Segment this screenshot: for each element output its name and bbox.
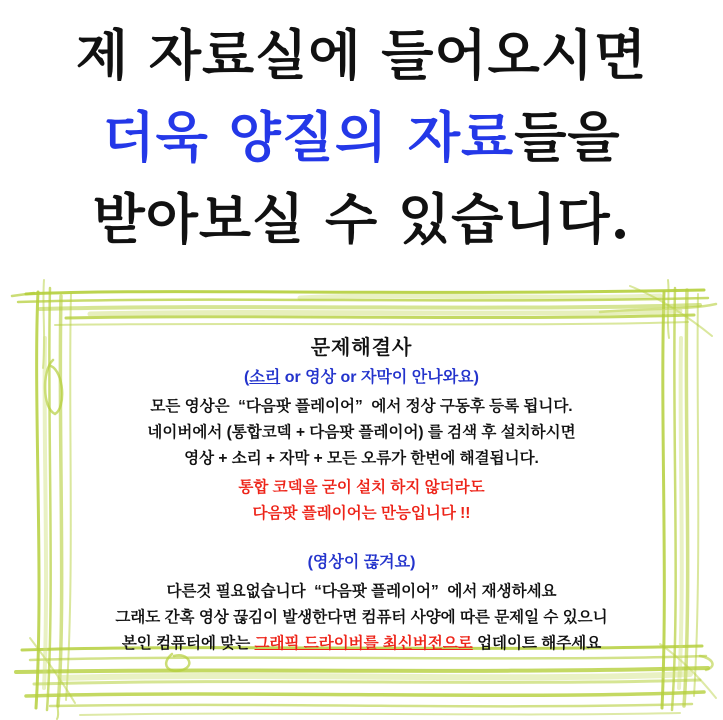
no-sound-heading-open: ( (244, 369, 250, 386)
no-sound-highlight-1: 통합 코덱을 굳이 설치 하지 않더라도 (238, 479, 485, 496)
headline-line-2-blue: 더욱 양질의 자료 (102, 105, 515, 169)
notice-box (0, 336, 723, 652)
stutter-line-1: 다른것 필요없습니다 “다음팟 플레이어” 에서 재생하세요 (166, 583, 557, 600)
stutter-line-3-prefix: 본인 컴퓨터에 맞는 (121, 635, 255, 652)
stutter-line-3 (0, 635, 723, 652)
headline (0, 14, 723, 260)
no-sound-highlight-2: 다음팟 플레이어는 만능입니다 !! (252, 505, 471, 522)
headline-line-2-black: 들을 (514, 105, 621, 169)
no-sound-line-2: 네이버에서 (통합코덱 + 다음팟 플레이어) 를 검색 후 설치하시면 (147, 424, 576, 441)
no-sound-heading-rest: or 영상 or 자막이 안나와요) (280, 369, 479, 386)
no-sound-heading (0, 369, 723, 386)
stutter-line-3-highlight: 그래픽 드라이버를 최신버전으로 (254, 635, 473, 652)
no-sound-line-1: 모든 영상은 “다음팟 플레이어” 에서 정상 구동후 등록 됩니다. (150, 398, 573, 415)
stutter-line-2: 그래도 간혹 영상 끊김이 발생한다면 컴퓨터 사양에 따른 문제일 수 있으니 (115, 609, 608, 626)
stutter-heading: (영상이 끊겨요) (307, 554, 416, 571)
no-sound-heading-underlined: 소리 (249, 369, 281, 386)
headline-line-2 (0, 96, 723, 178)
headline-line-3: 받아보실 수 있습니다. (92, 187, 631, 251)
headline-line-1: 제 자료실에 들어오시면 (75, 23, 648, 87)
stutter-line-3-suffix: 업데이트 해주세요 (472, 635, 602, 652)
notice-title: 문제해결사 (310, 337, 413, 359)
no-sound-line-3: 영상 + 소리 + 자막 + 모든 오류가 한번에 해결됩니다. (184, 450, 539, 467)
